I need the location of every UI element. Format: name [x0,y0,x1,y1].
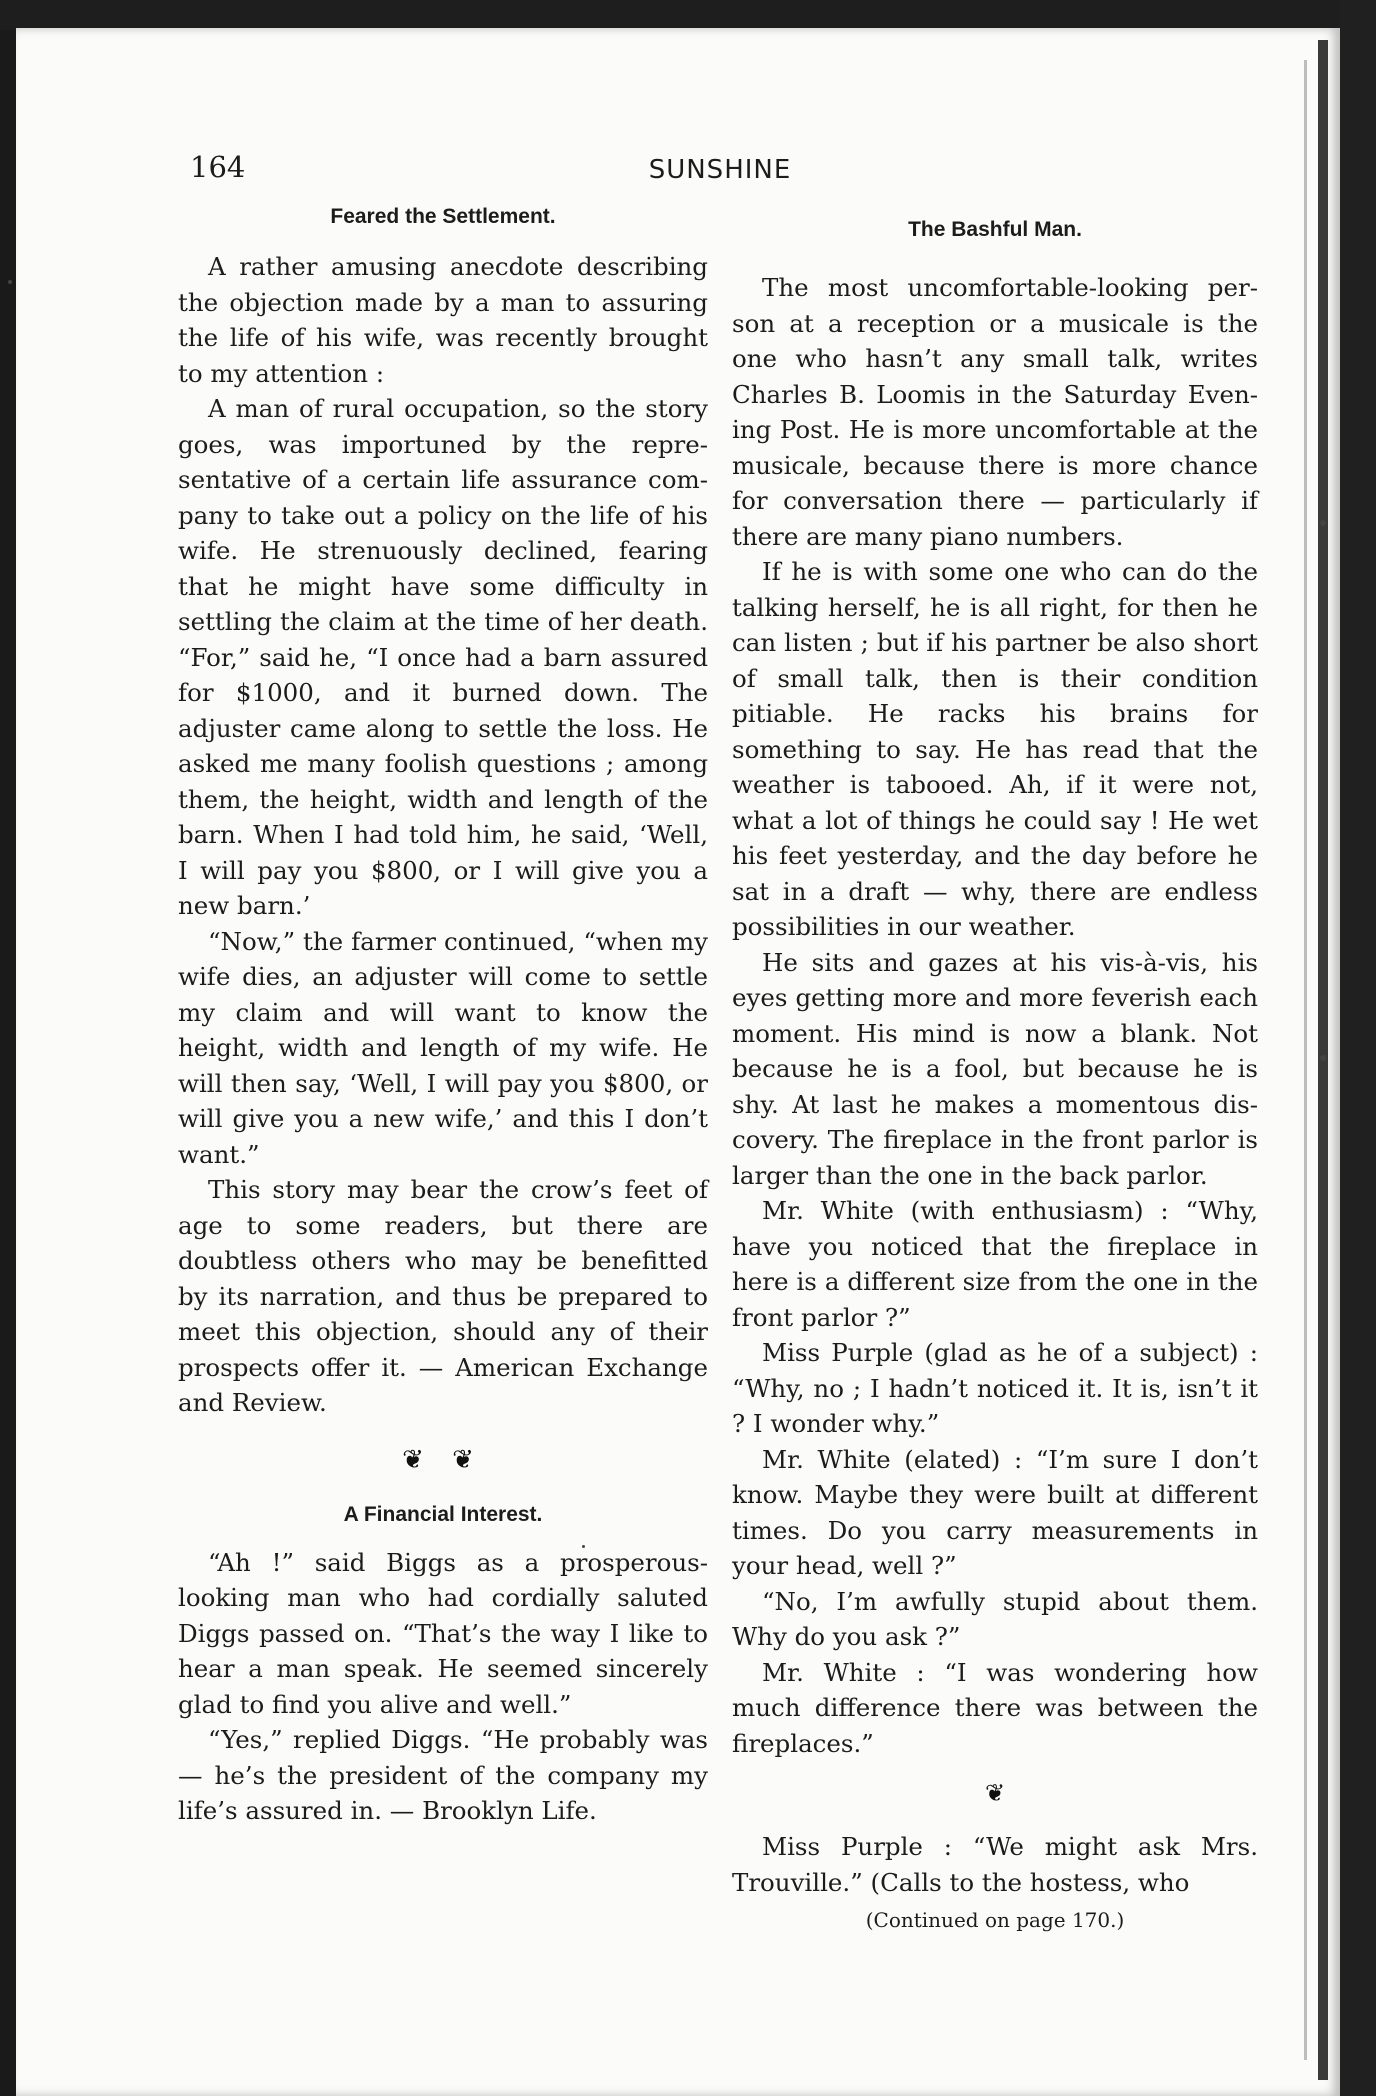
article-paragraph: Mr. White : “I was wondering how much difference there was between the fireplaces.” [732,1657,1258,1758]
article-paragraph: He sits and gazes at his vis-à-vis, his eyes getting more and more feverish each moment. His mind is now a blank. Not because he is a fool, but because he is shy. At last he makes a momentous discovery. The fireplace in the front parlor is larger than the one in the back parlor. [732,947,1258,1190]
article-paragraph: A rather amusing anecdote describing the objection made by a man to assuring the life of his wife, was recently brought to my attention : [178,252,708,388]
article-title-feared-settlement: Feared the Settlement. [330,205,556,228]
right-column [732,218,1258,1932]
article-bashful-man [732,270,1258,1761]
scan-border-right [1340,0,1376,2096]
ornamental-separator: ❦ [984,1779,1006,1807]
left-column [178,205,708,1829]
article-paragraph: This story may bear the crow’s feet of age to some readers, but there are doubtless others who may be benefitted by its narration, and thus be prepared to meet this objection, should any of their prospects offer it. — American Exchange and Review. [178,1175,708,1417]
ornamental-separator: ❦ ❦ [402,1444,484,1475]
article-paragraph: If he is with some one who can do the talking herself, he is all right, for then he can listen ; but if his partner be also short of small talk, then is their condition pitiable. He racks his brains for something to say. He has read that the weather is tabooed. Ah, if it were not, what a lot of things he could say ! He wet his feet yesterday, and the day before he sat in a draft — why, there are endless possibilities in our weather. [732,557,1258,941]
article-paragraph: Miss Purple : “We might ask Mrs. Trouville.” (Calls to the hostess, who [732,1832,1258,1897]
article-paragraph: Mr. White (with enthusiasm) : “Why, have you noticed that the fireplace in here is a different size from the one in the front parlor ?” [732,1196,1258,1332]
article-paragraph: “Yes,” replied Diggs. “He probably was — he’s the president of the company my life’s assured in. — Brooklyn Life. [178,1725,708,1825]
article-title-financial-interest: A Financial Interest. [343,1502,543,1526]
scan-border-top [0,0,1376,30]
continued-note: (Continued on page 170.) [865,1908,1125,1932]
article-paragraph: Miss Purple (glad as he of a subject) : “Why, no ; I hadn’t noticed it. It is, isn’t it ? I wonder why.” [732,1338,1258,1438]
article-paragraph: “No, I’m awfully stupid about them. Why do you ask ?” [732,1586,1258,1651]
page-number: 164 [190,150,246,184]
article-paragraph: Mr. White (elated) : “I’m sure I don’t know. Maybe they were built at different times. Do you carry measurements in your head, well ?” [732,1444,1258,1580]
page-fold-line [1304,60,1307,2060]
article-financial-interest [178,1545,708,1829]
scan-speck [8,280,12,284]
article-paragraph: “Now,” the farmer continued, “when my wife dies, an adjuster will come to settle my claim and will want to know the height, width and length of my wife. He will then say, ‘Well, I will pay you $800, or will give you a new wife,’ and this I don’t want.” [178,926,708,1169]
article-feared-settlement [178,249,708,1421]
article-paragraph: The most uncomfortable-looking person at a reception or a musicale is the one who hasn’t any small talk, writes Charles B. Loomis in the Saturday Evening Post. He is more uncomfortable at the musicale, because there is more chance for conversation there — particularly if there are many piano numbers. [732,273,1258,551]
article-title-bashful-man: The Bashful Man. [908,218,1082,241]
article-paragraph: A man of rural occupation, so the story goes, was importuned by the representative of a certain life assurance company to take out a policy on the life of his wife. He strenuously declined, fearing that he might have some difficulty in settling the claim at the time of her death. “For,” said he, “I once had a barn assured for $1000, and it burned down. The adjuster came along to settle the loss. He asked me many foolish questions ; among them, the height, width and length of the barn. When I had told him, he said, ‘Well, I will pay you $800, or I will give you a new barn.’ [178,394,708,920]
running-head: SUNSHINE [648,155,792,185]
scan-speck [1320,520,1326,526]
article-paragraph: “Ah !” said Biggs as a prosperous-looking man who had cordially saluted Diggs passed on. “That’s the way I like to hear a man speak. He seemed sincerely glad to find you alive and well.” [178,1547,708,1719]
scan-speck [1320,1055,1326,1061]
